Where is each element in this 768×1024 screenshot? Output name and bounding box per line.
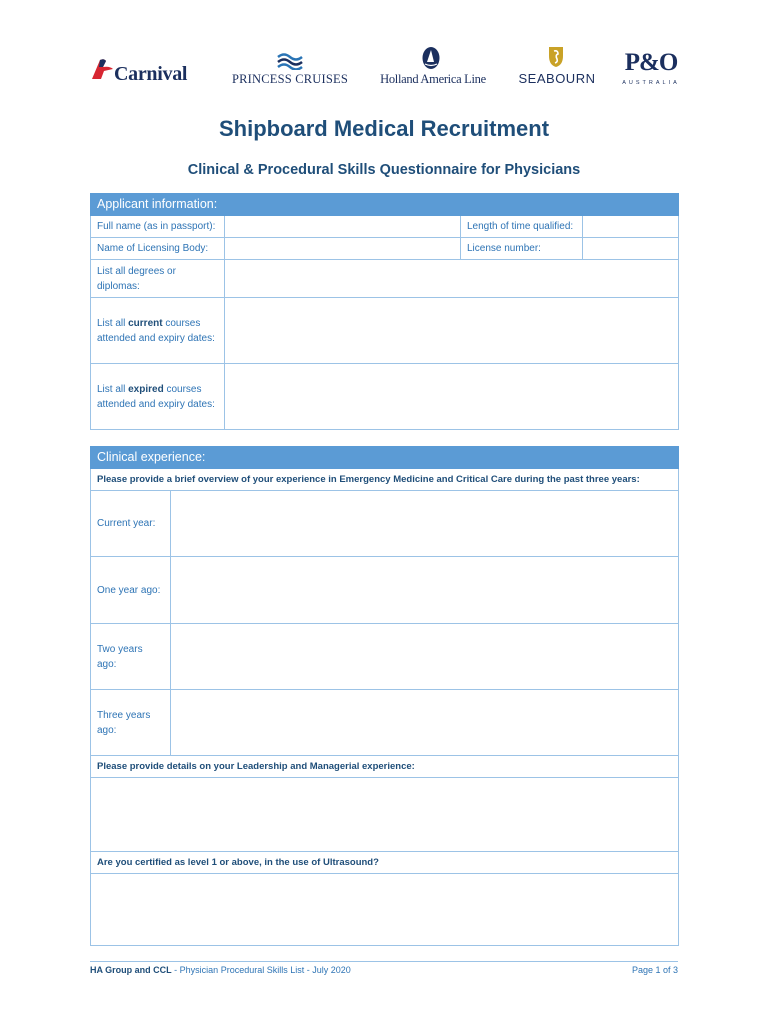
full-name-label: Full name (as in passport): [91,216,225,238]
degrees-label: List all degrees or diplomas: [91,260,225,298]
applicant-information-table [90,193,679,430]
current-courses-label-emphasis: current [128,317,163,329]
licensing-row [91,238,679,260]
ultrasound-field[interactable] [91,874,679,946]
two-years-ago-label: Two years ago: [91,624,171,690]
carnival-logo [90,44,208,94]
overview-instruction-row [91,469,679,491]
footer-page-number: Page 1 of 3 [631,965,678,975]
clinical-header-row [91,447,679,469]
footer-org: HA Group and CCL [90,965,172,975]
expired-courses-label-post: courses attended and expiry dates: [97,383,215,410]
leadership-row [91,778,679,852]
current-courses-label [91,298,225,364]
pando-logo [622,44,680,94]
current-courses-field[interactable] [225,298,679,364]
current-courses-label-post: courses attended and expiry dates: [97,317,215,344]
ultrasound-row [91,874,679,946]
pando-subtext: AUSTRALIA [622,80,680,86]
footer-document-info [90,965,351,975]
brand-logos [90,44,680,94]
current-courses-row [91,298,679,364]
two-years-ago-field[interactable] [171,624,679,690]
license-number-field[interactable] [583,238,679,260]
one-year-ago-label: One year ago: [91,557,171,624]
expired-courses-row [91,364,679,430]
overview-instruction: Please provide a brief overview of your experience in Emergency Medicine and Critical Care during the past three years: [91,469,679,491]
three-years-ago-label: Three years ago: [91,690,171,756]
expired-courses-label-emphasis: expired [128,383,164,395]
applicant-header-row [91,194,679,216]
footer-doc-title: - Physician Procedural Skills List - July 2020 [171,965,351,975]
page-title: Shipboard Medical Recruitment [218,116,550,141]
ultrasound-question: Are you certified as level 1 or above, in the use of Ultrasound? [91,852,679,874]
leadership-instruction-row [91,756,679,778]
one-year-ago-row [91,557,679,624]
length-qualified-label: Length of time qualified: [461,216,583,238]
page-subtitle: Clinical & Procedural Skills Questionnaire for Physicians [187,162,581,178]
expired-courses-label [91,364,225,430]
expired-courses-label-pre: List all [97,383,129,395]
carnival-wordmark: Carnival [114,63,188,85]
seabourn-wordmark: SEABOURN [518,71,596,86]
expired-courses-field[interactable] [225,364,679,430]
licensing-body-field[interactable] [225,238,461,260]
license-number-label: License number: [461,238,583,260]
length-qualified-field[interactable] [583,216,679,238]
current-year-label: Current year: [91,491,171,557]
one-year-ago-field[interactable] [171,557,679,624]
full-name-field[interactable] [225,216,461,238]
pando-wordmark: P&O [624,49,678,76]
footer-divider [90,961,678,962]
degrees-field[interactable] [225,260,679,298]
seabourn-logo [514,44,600,94]
current-year-row [91,491,679,557]
carnival-funnel-icon [90,58,114,80]
seabourn-seahorse-icon [547,46,565,68]
current-courses-label-pre: List all [97,317,129,329]
degrees-row [91,260,679,298]
leadership-field[interactable] [91,778,679,852]
applicant-section-header: Applicant information: [91,194,679,216]
ultrasound-question-row [91,852,679,874]
leadership-instruction: Please provide details on your Leadership and Managerial experience: [91,756,679,778]
current-year-field[interactable] [171,491,679,557]
three-years-ago-field[interactable] [171,690,679,756]
holland-ship-icon [421,46,441,70]
princess-wordmark: PRINCESS CRUISES [231,72,349,86]
three-years-ago-row [91,690,679,756]
clinical-section-header: Clinical experience: [91,447,679,469]
princess-logo [230,44,350,94]
holland-wordmark: Holland America Line [380,72,486,86]
clinical-experience-table [90,446,679,946]
licensing-body-label: Name of Licensing Body: [91,238,225,260]
full-name-row [91,216,679,238]
holland-logo [373,44,491,94]
princess-wave-icon [277,52,303,70]
two-years-ago-row [91,624,679,690]
